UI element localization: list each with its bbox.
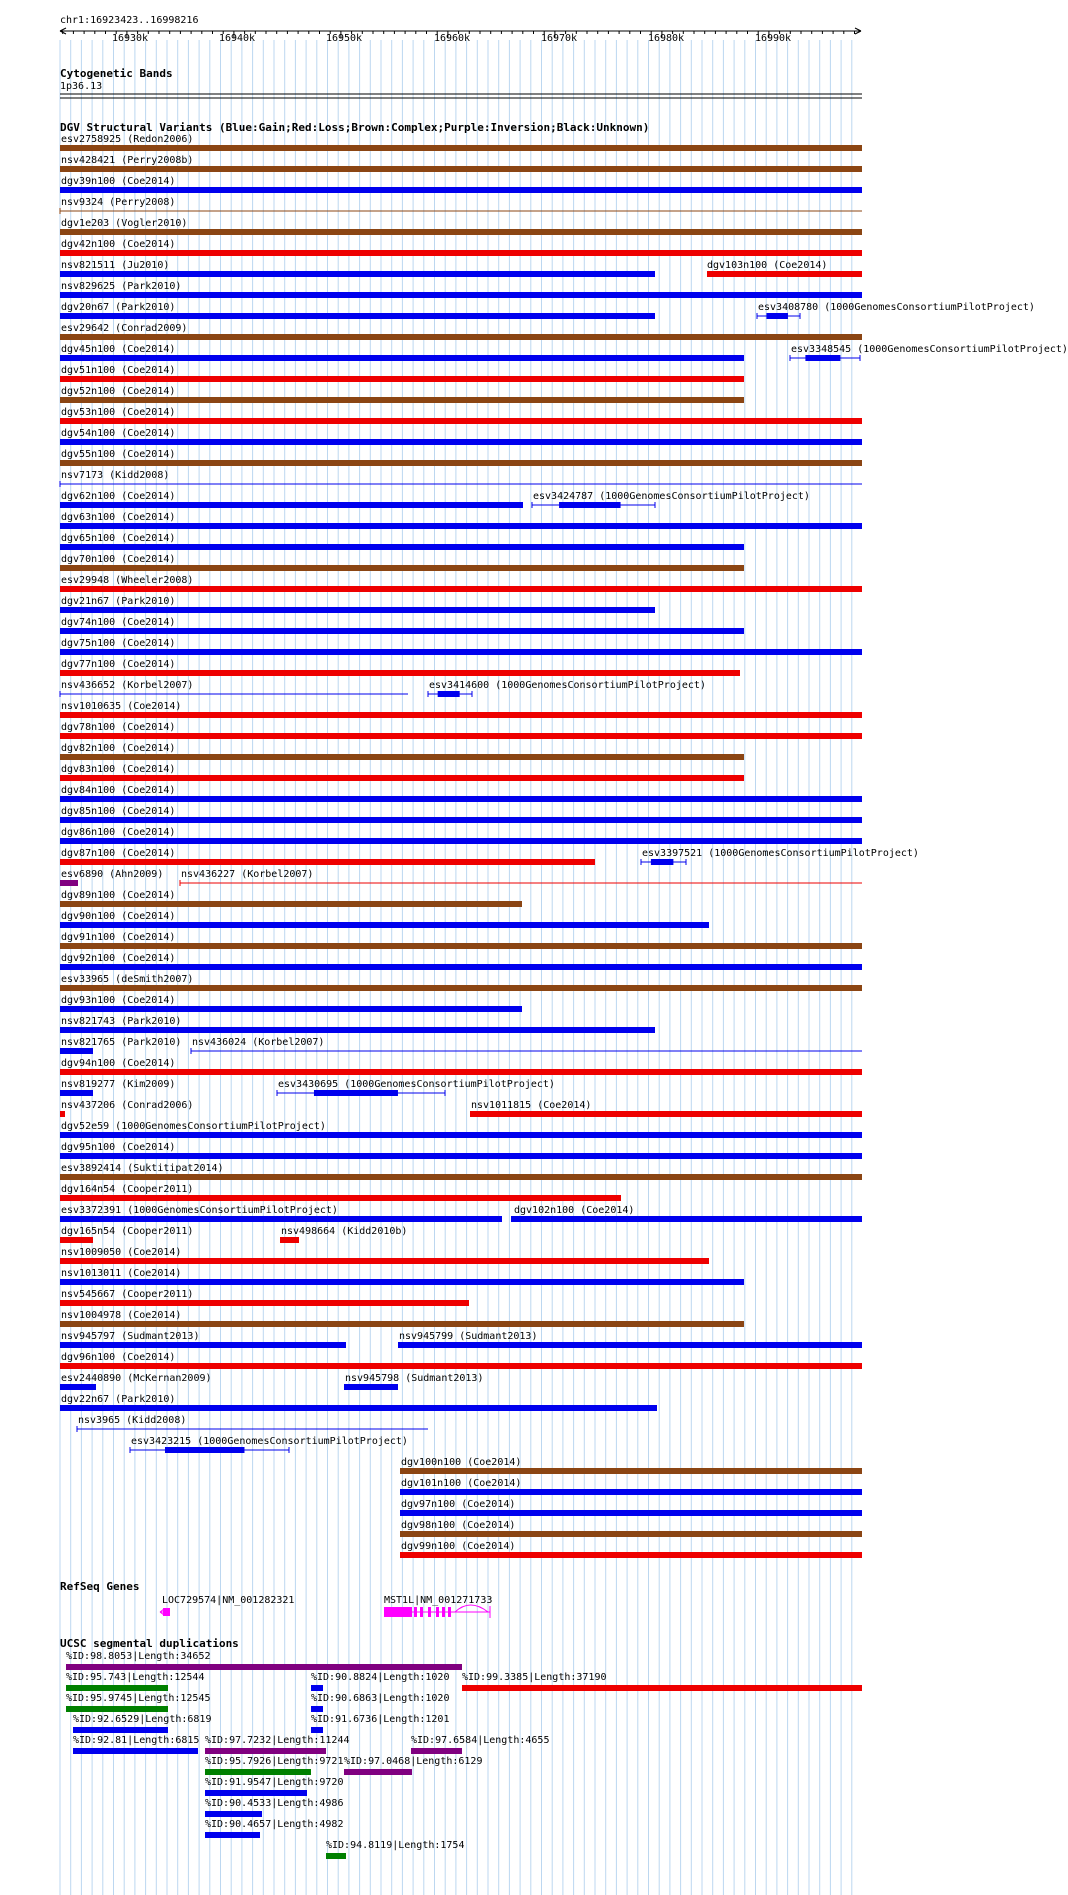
dgv-feature-label[interactable]: nsv1004978 (Coe2014) [61,1310,182,1321]
dgv-feature-label[interactable]: nsv1013011 (Coe2014) [61,1268,182,1279]
dgv-feature-label[interactable]: dgv98n100 (Coe2014) [401,1520,516,1531]
segdup-feature-label[interactable]: %ID:97.0468|Length:6129 [344,1756,483,1767]
segdup-feature-label[interactable]: %ID:90.8824|Length:1020 [311,1672,450,1683]
dgv-feature-label[interactable]: esv2440890 (McKernan2009) [61,1373,212,1384]
dgv-feature-label[interactable]: nsv829625 (Park2010) [61,281,182,292]
dgv-feature-label[interactable]: esv29948 (Wheeler2008) [61,575,194,586]
dgv-track-title: DGV Structural Variants (Blue:Gain;Red:Loss;Brown:Complex;Purple:Inversion;Black:Unknown) [60,121,650,134]
gene-label-loc729574: LOC729574|NM_001282321 [162,1595,295,1606]
dgv-feature-label[interactable]: dgv42n100 (Coe2014) [61,239,176,250]
dgv-feature-label[interactable]: esv2758925 (Redon2006) [61,134,194,145]
segdup-feature-label[interactable]: %ID:99.3385|Length:37190 [462,1672,607,1683]
ruler-tick: 16940k [218,33,256,44]
gene-label-mst1l: MST1L|NM_001271733 [384,1595,493,1606]
dgv-feature-label[interactable]: nsv498664 (Kidd2010b) [281,1226,408,1237]
dgv-feature-label[interactable]: esv29642 (Conrad2009) [61,323,188,334]
dgv-feature-label[interactable]: dgv94n100 (Coe2014) [61,1058,176,1069]
segdup-feature-label[interactable]: %ID:90.4533|Length:4986 [205,1798,344,1809]
position-label: chr1:16923423..16998216 [60,15,199,26]
dgv-feature-label[interactable]: dgv95n100 (Coe2014) [61,1142,176,1153]
dgv-feature-label[interactable]: dgv55n100 (Coe2014) [61,449,176,460]
dgv-feature-label[interactable]: nsv945798 (Sudmant2013) [345,1373,484,1384]
dgv-feature-label[interactable]: dgv83n100 (Coe2014) [61,764,176,775]
dgv-feature-label[interactable]: nsv545667 (Cooper2011) [61,1289,194,1300]
dgv-feature-label[interactable]: esv3423215 (1000GenomesConsortiumPilotProject) [131,1436,408,1447]
segdup-feature-label[interactable]: %ID:91.6736|Length:1201 [311,1714,450,1725]
segdup-feature-label[interactable]: %ID:95.743|Length:12544 [66,1672,205,1683]
dgv-feature-label[interactable]: esv3414600 (1000GenomesConsortiumPilotProject) [429,680,706,691]
dgv-feature-label[interactable]: dgv103n100 (Coe2014) [707,260,828,271]
dgv-feature-label[interactable]: dgv52e59 (1000GenomesConsortiumPilotProject) [61,1121,326,1132]
dgv-feature-label[interactable]: dgv45n100 (Coe2014) [61,344,176,355]
dgv-feature-label[interactable]: nsv7173 (Kidd2008) [61,470,170,481]
cytoband-label: 1p36.13 [60,81,103,92]
segdup-track-title: UCSC segmental duplications [60,1637,239,1650]
dgv-feature-label[interactable]: nsv821765 (Park2010) [61,1037,182,1048]
dgv-feature-label[interactable]: dgv77n100 (Coe2014) [61,659,176,670]
dgv-feature-label[interactable]: dgv91n100 (Coe2014) [61,932,176,943]
dgv-feature-label[interactable]: dgv65n100 (Coe2014) [61,533,176,544]
dgv-feature-label[interactable]: esv3424787 (1000GenomesConsortiumPilotProject) [533,491,810,502]
dgv-feature-label[interactable]: esv33965 (deSmith2007) [61,974,194,985]
dgv-feature-label[interactable]: dgv52n100 (Coe2014) [61,386,176,397]
dgv-feature-label[interactable]: dgv87n100 (Coe2014) [61,848,176,859]
dgv-feature-label[interactable]: esv3348545 (1000GenomesConsortiumPilotProject) [791,344,1068,355]
dgv-feature-label[interactable]: nsv9324 (Perry2008) [61,197,176,208]
dgv-feature-label[interactable]: dgv70n100 (Coe2014) [61,554,176,565]
dgv-feature-label[interactable]: dgv63n100 (Coe2014) [61,512,176,523]
segdup-feature-label[interactable]: %ID:95.7926|Length:9721 [205,1756,344,1767]
dgv-feature-label[interactable]: nsv945799 (Sudmant2013) [399,1331,538,1342]
segdup-feature-label[interactable]: %ID:92.6529|Length:6819 [73,1714,212,1725]
dgv-feature-label[interactable]: dgv1e203 (Vogler2010) [61,218,188,229]
dgv-feature-label[interactable]: dgv92n100 (Coe2014) [61,953,176,964]
ruler-tick: 16980k [647,33,685,44]
dgv-feature-label[interactable]: dgv99n100 (Coe2014) [401,1541,516,1552]
dgv-feature-label[interactable]: dgv62n100 (Coe2014) [61,491,176,502]
segdup-feature-label[interactable]: %ID:98.8053|Length:34652 [66,1651,211,1662]
dgv-feature-label[interactable]: dgv89n100 (Coe2014) [61,890,176,901]
dgv-feature-label[interactable]: nsv436024 (Korbel2007) [192,1037,325,1048]
dgv-feature-label[interactable]: esv3372391 (1000GenomesConsortiumPilotProject) [61,1205,338,1216]
ruler-tick: 16960k [433,33,471,44]
dgv-feature-label[interactable]: esv6890 (Ahn2009) [61,869,164,880]
dgv-feature-label[interactable]: nsv436227 (Korbel2007) [181,869,314,880]
segdup-feature-label[interactable]: %ID:95.9745|Length:12545 [66,1693,211,1704]
dgv-feature-label[interactable]: nsv3965 (Kidd2008) [78,1415,187,1426]
dgv-feature-label[interactable]: nsv428421 (Perry2008b) [61,155,194,166]
dgv-feature-label[interactable]: dgv102n100 (Coe2014) [514,1205,635,1216]
dgv-feature-label[interactable]: dgv100n100 (Coe2014) [401,1457,522,1468]
segdup-feature-label[interactable]: %ID:91.9547|Length:9720 [205,1777,344,1788]
dgv-feature-label[interactable]: dgv97n100 (Coe2014) [401,1499,516,1510]
dgv-feature-label[interactable]: dgv165n54 (Cooper2011) [61,1226,194,1237]
ruler-tick: 16970k [540,33,578,44]
dgv-feature-label[interactable]: dgv20n67 (Park2010) [61,302,176,313]
dgv-feature-label[interactable]: esv3408780 (1000GenomesConsortiumPilotProject) [758,302,1035,313]
dgv-feature-label[interactable]: dgv51n100 (Coe2014) [61,365,176,376]
dgv-feature-label[interactable]: nsv821743 (Park2010) [61,1016,182,1027]
ruler-tick: 16930k [111,33,149,44]
segdup-feature-label[interactable]: %ID:90.6863|Length:1020 [311,1693,450,1704]
dgv-feature-label[interactable]: dgv84n100 (Coe2014) [61,785,176,796]
dgv-feature-label[interactable]: nsv437206 (Conrad2006) [61,1100,194,1111]
dgv-feature-label[interactable]: nsv819277 (Kim2009) [61,1079,176,1090]
dgv-feature-label[interactable]: nsv1009050 (Coe2014) [61,1247,182,1258]
dgv-feature-label[interactable]: esv3892414 (Suktitipat2014) [61,1163,224,1174]
ruler-tick: 16990k [754,33,792,44]
dgv-feature-label[interactable]: dgv101n100 (Coe2014) [401,1478,522,1489]
dgv-feature-label[interactable]: dgv86n100 (Coe2014) [61,827,176,838]
dgv-feature-label[interactable]: nsv945797 (Sudmant2013) [61,1331,200,1342]
dgv-feature-label[interactable]: dgv90n100 (Coe2014) [61,911,176,922]
segdup-feature-label[interactable]: %ID:92.81|Length:6815 [73,1735,200,1746]
dgv-feature-label[interactable]: dgv22n67 (Park2010) [61,1394,176,1405]
cytoband-track-title: Cytogenetic Bands [60,67,173,80]
dgv-feature-label[interactable]: dgv74n100 (Coe2014) [61,617,176,628]
dgv-feature-label[interactable]: nsv1011815 (Coe2014) [471,1100,592,1111]
segdup-feature-label[interactable]: %ID:90.4657|Length:4982 [205,1819,344,1830]
segdup-feature-label[interactable]: %ID:94.8119|Length:1754 [326,1840,465,1851]
dgv-feature-label[interactable]: dgv21n67 (Park2010) [61,596,176,607]
dgv-feature-label[interactable]: dgv85n100 (Coe2014) [61,806,176,817]
dgv-feature-label[interactable]: dgv96n100 (Coe2014) [61,1352,176,1363]
dgv-feature-label[interactable]: esv3397521 (1000GenomesConsortiumPilotProject) [642,848,919,859]
refseq-track-title: RefSeq Genes [60,1580,140,1593]
dgv-feature-label[interactable]: nsv436652 (Korbel2007) [61,680,194,691]
dgv-feature-label[interactable]: dgv164n54 (Cooper2011) [61,1184,194,1195]
segdup-feature-label[interactable]: %ID:97.6584|Length:4655 [411,1735,550,1746]
ruler-tick: 16950k [325,33,363,44]
dgv-feature-label[interactable]: nsv821511 (Ju2010) [61,260,170,271]
dgv-feature-label[interactable]: dgv78n100 (Coe2014) [61,722,176,733]
dgv-feature-label[interactable]: dgv82n100 (Coe2014) [61,743,176,754]
dgv-feature-label[interactable]: nsv1010635 (Coe2014) [61,701,182,712]
dgv-feature-label[interactable]: dgv53n100 (Coe2014) [61,407,176,418]
dgv-feature-label[interactable]: dgv93n100 (Coe2014) [61,995,176,1006]
segdup-feature-label[interactable]: %ID:97.7232|Length:11244 [205,1735,350,1746]
dgv-feature-label[interactable]: dgv39n100 (Coe2014) [61,176,176,187]
dgv-feature-label[interactable]: dgv54n100 (Coe2014) [61,428,176,439]
dgv-feature-label[interactable]: esv3430695 (1000GenomesConsortiumPilotProject) [278,1079,555,1090]
dgv-feature-label[interactable]: dgv75n100 (Coe2014) [61,638,176,649]
